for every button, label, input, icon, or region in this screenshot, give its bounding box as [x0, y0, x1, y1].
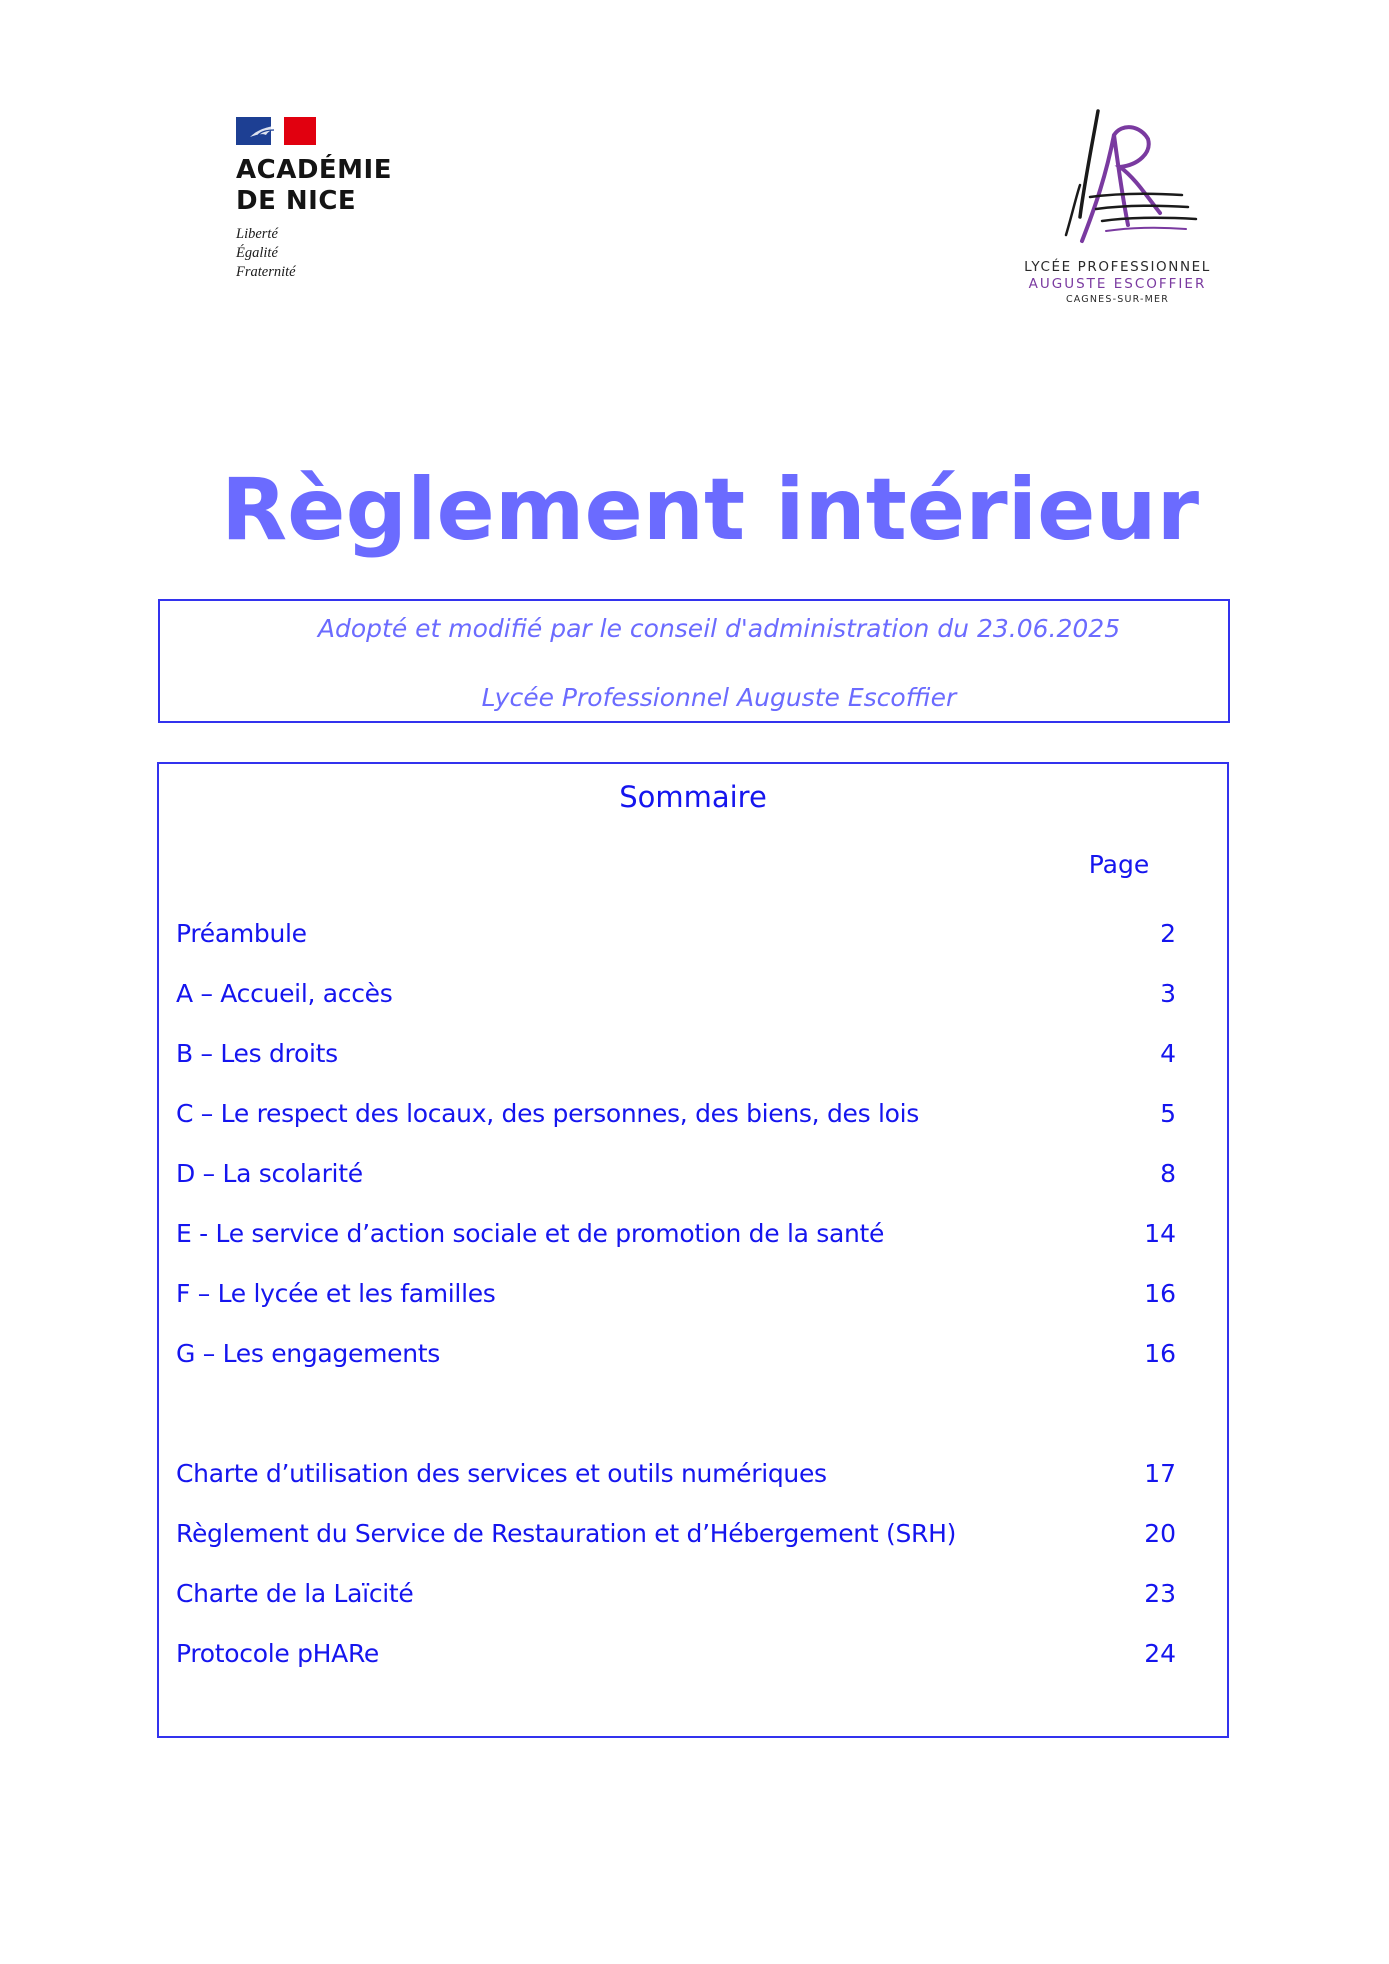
toc-item-page: 2 [1160, 919, 1176, 948]
toc-item-reglement-srh[interactable] [176, 1514, 1176, 1554]
lycee-escoffier-logo [1010, 105, 1225, 307]
toc-item-scolarite[interactable] [176, 1154, 1176, 1194]
academie-name [236, 155, 436, 217]
toc-item-label: Charte d’utilisation des services et outils numériques [176, 1459, 827, 1488]
toc-item-page: 23 [1144, 1579, 1176, 1608]
toc-item-page: 8 [1160, 1159, 1176, 1188]
toc-item-label: Protocole pHARe [176, 1639, 379, 1668]
toc-item-preambule[interactable] [176, 914, 1176, 954]
republic-motto [236, 225, 436, 282]
academie-name-line2: DE NICE [236, 186, 357, 216]
toc-item-label: Règlement du Service de Restauration et d’Hébergement (SRH) [176, 1519, 957, 1548]
lycee-name-line2: AUGUSTE ESCOFFIER [1028, 276, 1207, 292]
toc-item-protocole-phare[interactable] [176, 1634, 1176, 1674]
motto-liberte: Liberté [236, 226, 278, 242]
toc-item-les-droits[interactable] [176, 1034, 1176, 1074]
academie-nice-logo [236, 117, 436, 282]
toc-item-respect[interactable] [176, 1094, 1176, 1134]
toc-item-label: G – Les engagements [176, 1339, 440, 1368]
toc-item-page: 17 [1144, 1459, 1176, 1488]
toc-item-page: 3 [1160, 979, 1176, 1008]
lycee-name-line1: LYCÉE PROFESSIONNEL [1024, 259, 1211, 275]
toc-item-lycee-familles[interactable] [176, 1274, 1176, 1314]
adoption-date-text: Adopté et modifié par le conseil d'administration du 23.06.2025 [317, 614, 1121, 643]
toc-item-page: 5 [1160, 1099, 1176, 1128]
academie-name-line1: ACADÉMIE [236, 155, 392, 185]
marianne-flag-icon [236, 117, 316, 145]
motto-egalite: Égalité [236, 245, 278, 261]
summary-heading: Sommaire [619, 780, 767, 814]
toc-item-page: 16 [1144, 1279, 1176, 1308]
toc-item-page: 4 [1160, 1039, 1176, 1068]
school-name-text: Lycée Professionnel Auguste Escoffier [481, 683, 957, 712]
toc-item-engagements[interactable] [176, 1334, 1176, 1374]
toc-item-page: 20 [1144, 1519, 1176, 1548]
toc-item-label: C – Le respect des locaux, des personnes, des biens, des lois [176, 1099, 919, 1128]
toc-item-label: F – Le lycée et les familles [176, 1279, 496, 1308]
toc-item-page: 16 [1144, 1339, 1176, 1368]
toc-item-charte-laicite[interactable] [176, 1574, 1176, 1614]
toc-item-label: E - Le service d’action sociale et de promotion de la santé [176, 1219, 885, 1248]
motto-fraternite: Fraternité [236, 264, 296, 280]
toc-item-action-sociale[interactable] [176, 1214, 1176, 1254]
page-column-header: Page [1088, 850, 1150, 879]
lycee-city: CAGNES-SUR-MER [1065, 294, 1170, 305]
toc-item-label: A – Accueil, accès [176, 979, 393, 1008]
toc-item-label: B – Les droits [176, 1039, 338, 1068]
toc-item-label: D – La scolarité [176, 1159, 363, 1188]
summary-box [157, 762, 1229, 1738]
toc-item-label: Préambule [176, 919, 307, 948]
lycee-monogram-icon [1010, 105, 1225, 255]
toc-item-charte-numerique[interactable] [176, 1454, 1176, 1494]
document-title: Règlement intérieur [220, 460, 1200, 560]
subtitle-box [158, 599, 1230, 723]
toc-item-page: 24 [1144, 1639, 1176, 1668]
toc-item-page: 14 [1144, 1219, 1176, 1248]
toc-item-accueil-acces[interactable] [176, 974, 1176, 1014]
toc-item-label: Charte de la Laïcité [176, 1579, 414, 1608]
